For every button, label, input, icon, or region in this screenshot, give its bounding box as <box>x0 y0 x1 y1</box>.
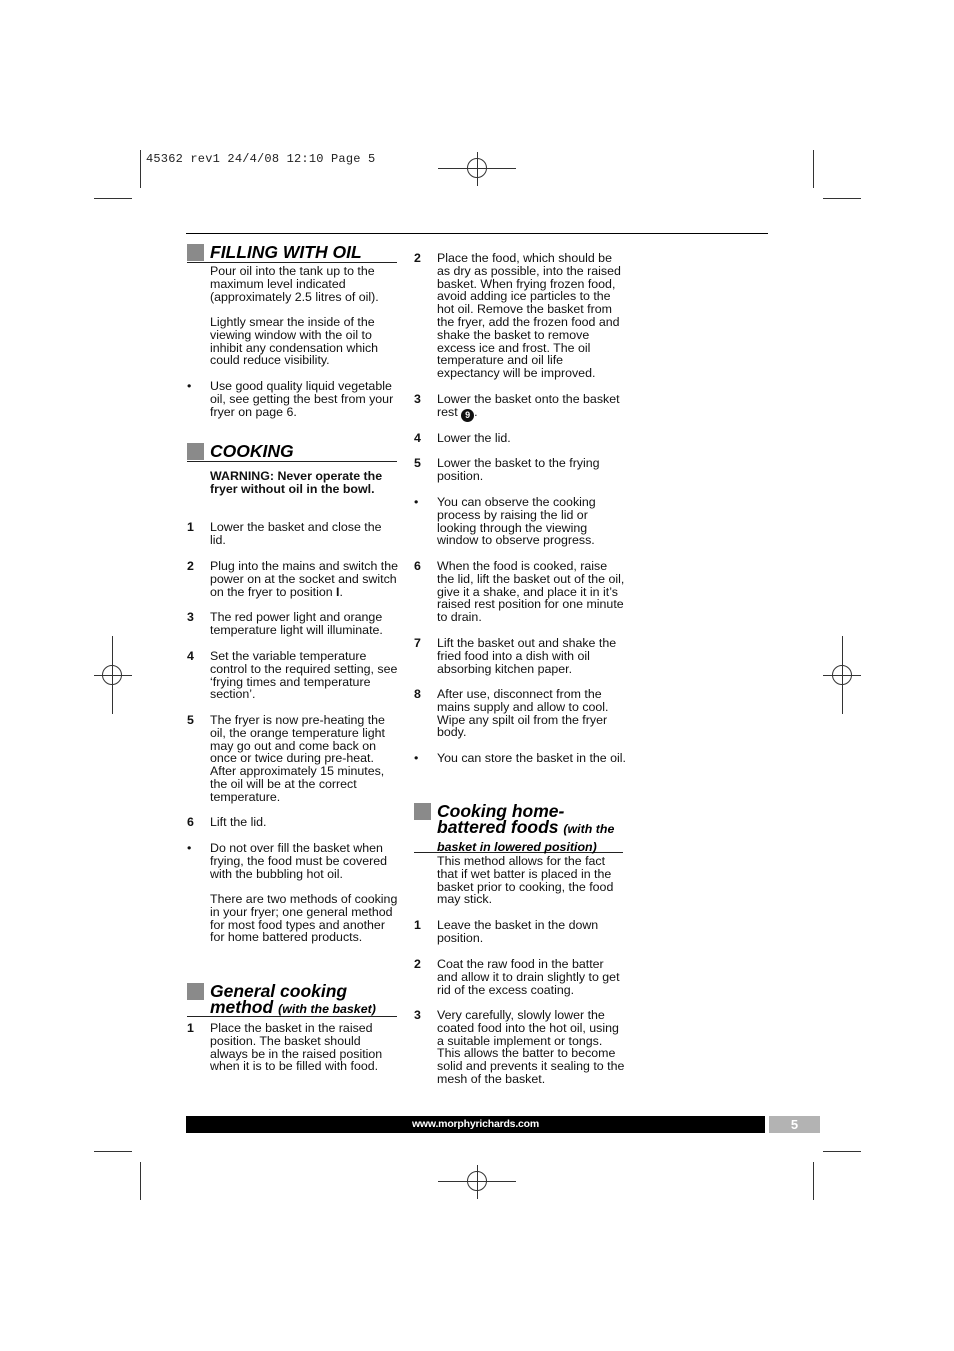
section-marker-icon <box>187 244 204 261</box>
item-text: Lower the basket and close the lid. <box>210 520 382 547</box>
filling-heading <box>187 243 397 263</box>
item-text: Lift the basket out and shake the fried food into a dish with oil absorbing kitchen paper. <box>437 636 617 676</box>
step-number: 2 <box>187 559 194 573</box>
print-slug: 45362 rev1 24/4/08 12:10 Page 5 <box>146 152 376 166</box>
item-text: Lower the lid. <box>437 431 511 445</box>
item-text: Very carefully, slowly lower the coated food into the hot oil, using a suitable implement or tongs. This allows the batter to become solid and prevents it sealing to the mesh of the basket. <box>437 1008 625 1086</box>
step-number: 1 <box>414 918 421 932</box>
item-text: When the food is cooked, raise the lid, lift the basket out of the oil, give it a shake, and place it in it’s raised rest position for one minute to drain. <box>437 559 625 625</box>
item-text: You can observe the cooking process by raising the lid or looking through the viewing window to observe progress. <box>437 495 596 548</box>
step-number: 2 <box>414 251 421 265</box>
step-number: 2 <box>414 957 421 971</box>
figure-9-badge: 9 <box>461 409 474 422</box>
item-text: Leave the basket in the down position. <box>437 918 599 945</box>
item-text: Set the variable temperature control to the required setting, see ‘frying times and temperature section’. <box>210 649 398 702</box>
home-battered-para: This method allows for the fact that if wet batter is placed in the basket prior to cooking, the food may stick. <box>437 854 614 907</box>
section-title: Cooking home- battered foods (with the basket in lowered position) <box>437 801 615 854</box>
bullet-marker: • <box>187 379 192 393</box>
footer-url: www.morphyrichards.com <box>411 1118 540 1130</box>
item-text: Place the basket in the raised position. The basket should always be in the raised position when it is to be filled with food. <box>210 1021 383 1074</box>
general-cooking-heading <box>187 982 397 1017</box>
step-number: 8 <box>414 687 421 701</box>
section-title: FILLING WITH OIL <box>210 242 362 262</box>
step-number: 5 <box>187 713 194 727</box>
item-text: Lift the lid. <box>210 815 267 829</box>
step-number: 3 <box>187 610 194 624</box>
page-number: 5 <box>769 1116 820 1133</box>
cooking-heading <box>187 442 397 462</box>
methods-para: There are two methods of cooking in your fryer; one general method for most food types and another for home battered products. <box>210 892 398 945</box>
home-battered-heading <box>414 802 623 853</box>
item-text: Place the food, which should be as dry as possible, into the raised basket. When frying frozen food, avoid adding ice particles to the hot oil. Remove the basket from the fryer, add the frozen food and shake the basket to remove excess ice and frost. The oil temperature and oil life expectancy will be improved. <box>437 251 621 381</box>
step-number: 4 <box>414 431 421 445</box>
step-number: 6 <box>187 815 194 829</box>
step-number: 1 <box>187 1021 194 1035</box>
item-text: You can store the basket in the oil. <box>437 751 626 765</box>
section-title: COOKING <box>210 441 294 461</box>
bullet-marker: • <box>187 841 192 855</box>
step-number: 1 <box>187 520 194 534</box>
step-number: 3 <box>414 1008 421 1022</box>
item-text: The red power light and orange temperature light will illuminate. <box>210 610 383 637</box>
section-marker-icon <box>187 443 204 460</box>
step-number: 7 <box>414 636 421 650</box>
filling-para-1: Pour oil into the tank up to the maximum level indicated (approximately 2.5 litres of oil). <box>210 264 379 304</box>
bullet-marker: • <box>414 751 419 765</box>
section-marker-icon <box>414 803 431 820</box>
step-number: 5 <box>414 456 421 470</box>
section-marker-icon <box>187 983 204 1000</box>
step-number: 3 <box>414 392 421 406</box>
section-title: General cooking method (with the basket) <box>210 981 376 1017</box>
top-rule <box>186 233 768 234</box>
item-text: Lower the basket onto the basket rest 9 . <box>437 392 620 420</box>
item-text: Use good quality liquid vegetable oil, see getting the best from your fryer on page 6. <box>210 379 394 419</box>
bullet-marker: • <box>414 495 419 509</box>
item-text: Coat the raw food in the batter and allow it to drain slightly to get rid of the excess coating. <box>437 957 620 997</box>
step-number: 4 <box>187 649 194 663</box>
step-number: 6 <box>414 559 421 573</box>
item-text: Do not over fill the basket when frying, the food must be covered with the bubbling hot oil. <box>210 841 388 881</box>
warning-text: WARNING: Never operate the fryer without oil in the bowl. <box>210 469 383 496</box>
item-text: After use, disconnect from the mains supply and allow to cool. Wipe any spilt oil from the fryer body. <box>437 687 609 740</box>
item-text: The fryer is now pre-heating the oil, the orange temperature light may go out and come back on once or twice during pre-heat. After approximately 15 minutes, the oil will be at the correct temperature. <box>210 713 385 804</box>
filling-para-2: Lightly smear the inside of the viewing window with the oil to inhibit any condensation which could reduce visibility. <box>210 315 379 368</box>
item-text: Plug into the mains and switch the power on at the socket and switch on the fryer to position I. <box>210 559 399 599</box>
item-text: Lower the basket to the frying position. <box>437 456 600 483</box>
